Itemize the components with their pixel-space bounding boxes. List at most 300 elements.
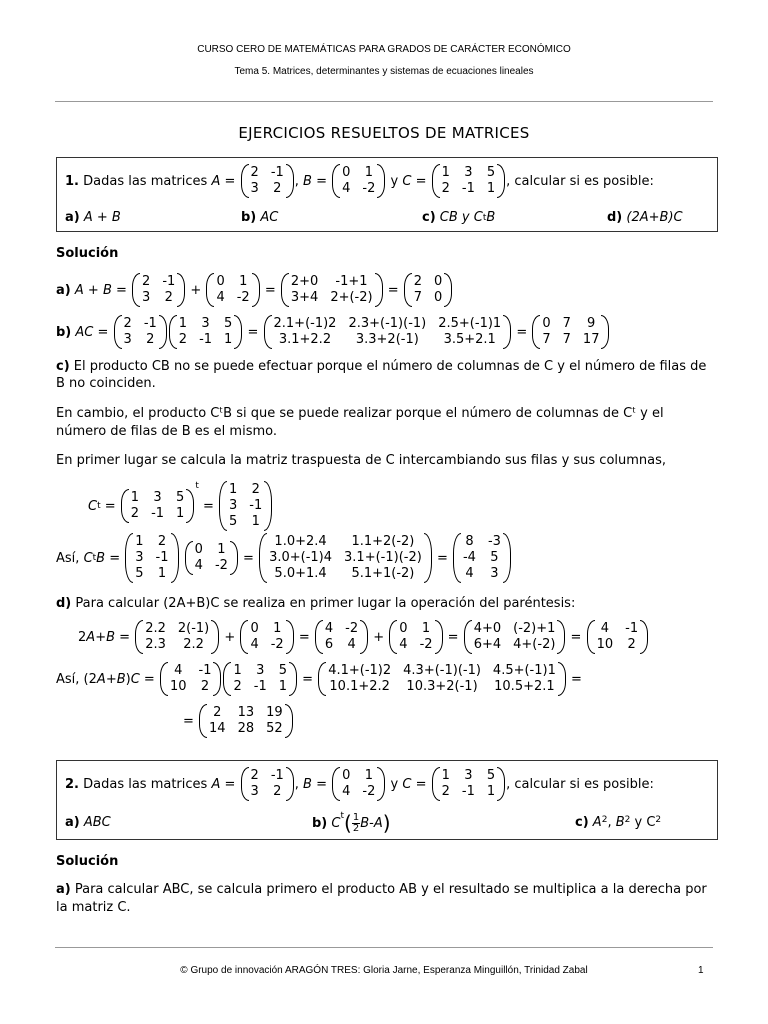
matrix-cell: 3 bbox=[123, 332, 132, 347]
matrix-grid bbox=[140, 273, 177, 307]
matrix-cell: 6 bbox=[324, 637, 334, 652]
matrix-cell: 4 bbox=[399, 637, 408, 652]
matrix-left-paren bbox=[404, 273, 412, 307]
matrix-grid bbox=[227, 481, 264, 531]
matrix-right-paren bbox=[558, 662, 566, 696]
page-title: EJERCICIOS RESUELTOS DE MATRICES bbox=[238, 124, 530, 142]
matrix bbox=[404, 273, 453, 307]
matrix-cell: 3.1+(-1)(-2) bbox=[344, 550, 422, 565]
matrix-cell: 0 bbox=[342, 165, 351, 180]
matrix-cell: -2 bbox=[345, 621, 359, 636]
matrix-cell: 4+(-2) bbox=[513, 637, 556, 652]
matrix bbox=[114, 315, 167, 349]
matrix-left-paren bbox=[206, 273, 214, 307]
matrix-cell: 8 bbox=[465, 534, 474, 549]
matrix-right-paren bbox=[557, 620, 565, 654]
matrix-grid bbox=[143, 620, 211, 654]
matrix bbox=[240, 620, 293, 654]
matrix-cell: 1.1+2(-2) bbox=[351, 534, 415, 549]
matrix-right-paren bbox=[159, 315, 167, 349]
matrix bbox=[464, 620, 566, 654]
matrix-cell: 0 bbox=[250, 621, 259, 636]
matrix-left-paren bbox=[432, 767, 440, 801]
matrix-grid bbox=[272, 315, 504, 349]
matrix-cell: 6+4 bbox=[473, 637, 502, 652]
matrix-cell: 0 bbox=[194, 542, 203, 557]
matrix-cell: 0 bbox=[399, 621, 408, 636]
solution-1-heading: Solución bbox=[56, 246, 119, 261]
ex1-part-d: d) (2A+B)C bbox=[607, 210, 683, 225]
matrix-cell: 1 bbox=[441, 768, 450, 783]
matrix-cell: 3 bbox=[256, 663, 265, 678]
matrix bbox=[121, 489, 195, 523]
matrix-cell: 1 bbox=[486, 784, 496, 799]
matrix bbox=[281, 273, 383, 307]
ex2-intro: Dadas las matrices bbox=[83, 776, 208, 792]
matrix-cell: 7 bbox=[542, 332, 551, 347]
matrix-left-paren bbox=[453, 533, 461, 583]
matrix-grid bbox=[461, 533, 503, 583]
matrix-cell: 4 bbox=[250, 637, 259, 652]
matrix bbox=[125, 533, 178, 583]
exercise-1-box: 1. Dadas las matrices A = 2 -1 3 2 , B = 0 1 4 -2 y C = 1 3 5 2 -1 1 , calcular si es posible: a) A + B b) AC c) CB y C t B d) (2A+B)C bbox=[56, 157, 718, 232]
matrix-cell: 5 bbox=[176, 490, 185, 505]
matrix bbox=[318, 662, 566, 696]
matrix-cell: 2.2 bbox=[183, 637, 204, 652]
matrix-cell: 5 bbox=[229, 514, 238, 529]
matrix-cell: 0 bbox=[434, 290, 443, 305]
ex1-matrix-a bbox=[241, 164, 294, 198]
matrix-cell: -1 bbox=[253, 679, 267, 694]
matrix-grid bbox=[326, 662, 558, 696]
matrix-cell: 14 bbox=[209, 721, 226, 736]
exercise-2-box: 2. Dadas las matrices A = 2 -1 3 2 , B = 0 1 4 -2 y C = 1 3 5 2 -1 1 , calcular si es posible: a) ABC b) C $^t$ ( 1 2 B - A ) c) A 2 , B 2 y C 2 bbox=[56, 760, 718, 840]
matrix bbox=[587, 620, 649, 654]
matrix-cell: 5.1+1(-2) bbox=[351, 566, 415, 581]
matrix-right-paren bbox=[177, 273, 185, 307]
matrix-cell: 3 bbox=[229, 498, 238, 513]
matrix-grid bbox=[440, 767, 498, 801]
matrix-grid bbox=[472, 620, 558, 654]
matrix-cell: 4 bbox=[342, 181, 351, 196]
sol1-part-b: b) AC = 2 -1 3 2 1 3 5 2 -1 1 = 2.1+(-1)2 2.3+(-1)(-1) 2.5+(-1)1 3.1+2.2 3.3+2(-1) 3.5+2.1 = 0 7 9 7 7 17 bbox=[56, 315, 610, 349]
matrix-cell: -1 bbox=[249, 498, 263, 513]
matrix bbox=[223, 662, 297, 696]
matrix-cell: 0 bbox=[434, 274, 443, 289]
ex2-matrix-b bbox=[332, 767, 385, 801]
matrix-right-paren bbox=[289, 662, 297, 696]
matrix-cell: 2 bbox=[123, 316, 132, 331]
matrix-cell: -1 bbox=[198, 663, 212, 678]
matrix-cell: 5 bbox=[486, 768, 496, 783]
matrix-grid bbox=[249, 164, 286, 198]
ex1-matrix-b bbox=[332, 164, 385, 198]
topic-header: Tema 5. Matrices, determinantes y sistemas de ecuaciones lineales bbox=[234, 66, 534, 77]
matrix-grid bbox=[122, 315, 159, 349]
sol1-c-line1: c) El producto CB no se puede efectuar porque el número de columnas de C y el número de filas de bbox=[56, 359, 707, 374]
matrix-cell: -1+1 bbox=[335, 274, 368, 289]
matrix-cell: 1.0+2.4 bbox=[274, 534, 327, 549]
matrix-cell: 2 bbox=[233, 679, 242, 694]
matrix-cell: -1 bbox=[199, 332, 213, 347]
matrix-right-paren bbox=[230, 541, 238, 575]
matrix-cell: 3.5+2.1 bbox=[443, 332, 496, 347]
matrix-cell: 10 bbox=[169, 679, 187, 694]
matrix-right-paren bbox=[503, 533, 511, 583]
matrix-cell: 3.1+2.2 bbox=[278, 332, 332, 347]
page-number: 1 bbox=[698, 965, 704, 976]
matrix-cell: 1 bbox=[441, 165, 450, 180]
matrix-cell: 1 bbox=[229, 482, 238, 497]
matrix-cell: 2 bbox=[130, 506, 140, 521]
matrix-grid bbox=[177, 315, 235, 349]
matrix-left-paren bbox=[114, 315, 122, 349]
matrix-grid bbox=[340, 164, 377, 198]
matrix-grid bbox=[248, 620, 285, 654]
matrix bbox=[199, 704, 293, 738]
matrix-cell: 3 bbox=[153, 490, 162, 505]
ex2-part-b: b) C $^t$ ( 1 2 B - A ) bbox=[312, 811, 391, 835]
matrix-cell: 4 bbox=[194, 558, 203, 573]
matrix-cell: 3 bbox=[142, 290, 151, 305]
matrix-cell: 10.1+2.2 bbox=[329, 679, 390, 694]
sol1-part-a: a) A + B = 2 -1 3 2 + 0 1 4 -2 = 2+0 -1+1 3+4 2+(-2) = 2 0 7 0 bbox=[56, 273, 453, 307]
matrix-cell: 2 bbox=[413, 274, 423, 289]
matrix-cell: 1 bbox=[486, 181, 496, 196]
matrix-cell: 5 bbox=[278, 663, 288, 678]
matrix-cell: 1 bbox=[176, 506, 185, 521]
matrix-cell: 2 bbox=[441, 181, 450, 196]
matrix-cell: -2 bbox=[419, 637, 433, 652]
matrix-cell: 3+4 bbox=[290, 290, 319, 305]
matrix-left-paren bbox=[464, 620, 472, 654]
matrix-cell: -1 bbox=[155, 550, 169, 565]
matrix-cell: 2.3+(-1)(-1) bbox=[348, 316, 427, 331]
ex2-part-c: c) A 2 , B 2 y C 2 bbox=[575, 815, 662, 830]
matrix-cell: 0 bbox=[216, 274, 225, 289]
matrix-left-paren bbox=[240, 620, 248, 654]
matrix-cell: 1 bbox=[130, 490, 140, 505]
matrix-grid bbox=[595, 620, 641, 654]
matrix-cell: 2 bbox=[178, 332, 188, 347]
matrix-cell: 2 bbox=[200, 679, 210, 694]
ex2-matrix-a bbox=[241, 767, 294, 801]
matrix-right-paren bbox=[286, 767, 294, 801]
matrix-cell: 9 bbox=[587, 316, 596, 331]
ex1-part-a: a) A + B bbox=[65, 210, 121, 225]
matrix-cell: (-2)+1 bbox=[513, 621, 556, 636]
matrix-cell: 2 bbox=[250, 165, 259, 180]
matrix-grid bbox=[133, 533, 170, 583]
matrix-cell: 1 bbox=[178, 316, 188, 331]
matrix-cell: 1 bbox=[157, 566, 167, 581]
ex1-matrix-c bbox=[432, 164, 506, 198]
sol1-c-line3: En cambio, el producto CᵗB si que se puede realizar porque el número de columnas de Cᵗ y el bbox=[56, 406, 664, 421]
matrix-cell: 3.0+(-1)4 bbox=[269, 550, 333, 565]
matrix-left-paren bbox=[389, 620, 397, 654]
matrix-cell: 4.5+(-1)1 bbox=[492, 663, 556, 678]
matrix-cell: 2 bbox=[157, 534, 167, 549]
matrix bbox=[315, 620, 368, 654]
matrix-cell: 1 bbox=[251, 514, 260, 529]
matrix-cell: 1 bbox=[364, 165, 374, 180]
matrix-cell: -1 bbox=[143, 316, 157, 331]
matrix-cell: -1 bbox=[461, 784, 475, 799]
matrix-grid bbox=[440, 164, 498, 198]
matrix-cell: -2 bbox=[236, 290, 250, 305]
matrix bbox=[185, 541, 238, 575]
matrix-left-paren bbox=[587, 620, 595, 654]
matrix-right-paren bbox=[286, 164, 294, 198]
matrix-cell: 5 bbox=[490, 550, 499, 565]
matrix-left-paren bbox=[121, 489, 129, 523]
matrix-cell: 1 bbox=[217, 542, 226, 557]
matrix-left-paren bbox=[318, 662, 326, 696]
matrix-grid bbox=[193, 541, 230, 575]
matrix-cell: 5 bbox=[486, 165, 496, 180]
matrix-cell: 2 bbox=[213, 705, 222, 720]
matrix-cell: 1 bbox=[364, 768, 374, 783]
matrix-right-paren bbox=[424, 533, 432, 583]
ex2-number: 2. bbox=[65, 776, 79, 792]
matrix-left-paren bbox=[160, 662, 168, 696]
matrix-cell: 7 bbox=[562, 332, 571, 347]
matrix-cell: 2 bbox=[273, 181, 282, 196]
matrix-cell: 2.1+(-1)2 bbox=[273, 316, 337, 331]
matrix-cell: 17 bbox=[582, 332, 600, 347]
matrix-cell: 3 bbox=[250, 181, 259, 196]
footer-credit: © Grupo de innovación ARAGÓN TRES: Gloria Jarne, Esperanza Minguillón, Trinidad Zabal bbox=[180, 965, 588, 976]
matrix-left-paren bbox=[199, 704, 207, 738]
matrix-left-paren bbox=[185, 541, 193, 575]
matrix-cell: 2+0 bbox=[290, 274, 319, 289]
matrix-cell: 7 bbox=[562, 316, 571, 331]
matrix-left-paren bbox=[332, 164, 340, 198]
matrix-right-paren bbox=[211, 620, 219, 654]
matrix bbox=[169, 315, 243, 349]
matrix-right-paren bbox=[360, 620, 368, 654]
matrix-grid bbox=[289, 273, 375, 307]
sol1-d-step1: 2 A + B = 2.2 2(-1) 2.3 2.2 + 0 1 4 -2 = 4 -2 6 4 + 0 1 4 -2 = 4+0 (-2)+1 6+4 4+(-2) = 4 -1 10 2 bbox=[78, 620, 649, 654]
matrix-right-paren bbox=[497, 767, 505, 801]
matrix-cell: 2(-1) bbox=[177, 621, 210, 636]
matrix-cell: -2 bbox=[214, 558, 228, 573]
sol2-a-line2: la matriz C. bbox=[56, 900, 131, 915]
matrix-cell: 2 bbox=[273, 784, 282, 799]
matrix-cell: 3.3+2(-1) bbox=[355, 332, 419, 347]
sol1-d-step2: Así, (2 A + B ) C = 4 -1 10 2 1 3 5 2 -1 1 = 4.1+(-1)2 4.3+(-1)(-1) 4.5+(-1)1 10.1+2.2 10.3+2(-1) 10.5+2.1 = bbox=[56, 663, 582, 694]
matrix-cell: -3 bbox=[487, 534, 501, 549]
matrix bbox=[135, 620, 219, 654]
matrix-cell: -1 bbox=[270, 768, 284, 783]
matrix-left-paren bbox=[315, 620, 323, 654]
matrix-right-paren bbox=[435, 620, 443, 654]
ex2-part-a: a) ABC bbox=[65, 815, 111, 830]
matrix bbox=[206, 273, 259, 307]
ex1-intro: Dadas las matrices bbox=[83, 173, 208, 189]
matrix-cell: 3 bbox=[464, 165, 473, 180]
matrix-right-paren bbox=[186, 489, 194, 523]
matrix-left-paren bbox=[223, 662, 231, 696]
matrix-cell: 19 bbox=[266, 705, 283, 720]
ex1-part-b: b) AC bbox=[241, 210, 279, 225]
matrix-grid bbox=[129, 489, 187, 523]
matrix-cell: 2+(-2) bbox=[330, 290, 373, 305]
matrix-cell: 3 bbox=[201, 316, 210, 331]
ex1-number: 1. bbox=[65, 173, 79, 189]
matrix-cell: 1 bbox=[224, 332, 233, 347]
sol1-transpose: C t = 1 3 5 2 -1 1 $^t$ = 1 2 3 -1 5 1 bbox=[88, 481, 273, 531]
matrix-cell: 4 bbox=[324, 621, 334, 636]
matrix-cell: 2 bbox=[146, 332, 155, 347]
matrix-grid bbox=[267, 533, 424, 583]
matrix-grid bbox=[397, 620, 434, 654]
matrix bbox=[453, 533, 511, 583]
matrix bbox=[259, 533, 432, 583]
ex1-tail: calcular si es posible: bbox=[514, 173, 654, 189]
course-header: CURSO CERO DE MATEMÁTICAS PARA GRADOS DE CARÁCTER ECONÓMICO bbox=[197, 44, 571, 55]
matrix-cell: 3 bbox=[135, 550, 144, 565]
matrix-cell: -1 bbox=[461, 181, 475, 196]
matrix-left-paren bbox=[219, 481, 227, 531]
matrix-right-paren bbox=[377, 767, 385, 801]
sol1-ctb: Así, C t B = 1 2 3 -1 5 1 0 1 4 -2 = 1.0+2.4 1.1+2(-2) 3.0+(-1)4 3.1+(-1)(-2) 5.0+1.4 5.1+1(-2) = 8 -3 -4 5 4 3 bbox=[56, 533, 512, 583]
matrix-right-paren bbox=[252, 273, 260, 307]
sol1-c-line4: número de filas de B es el mismo. bbox=[56, 424, 277, 439]
matrix-cell: -1 bbox=[270, 165, 284, 180]
matrix-cell: 4 bbox=[347, 637, 356, 652]
matrix-grid bbox=[231, 662, 289, 696]
matrix-grid bbox=[249, 767, 286, 801]
matrix-left-paren bbox=[241, 767, 249, 801]
matrix-cell: 1 bbox=[273, 621, 282, 636]
matrix-left-paren bbox=[135, 620, 143, 654]
matrix-cell: 0 bbox=[542, 316, 551, 331]
matrix-left-paren bbox=[125, 533, 133, 583]
matrix-cell: -1 bbox=[625, 621, 639, 636]
matrix-cell: -2 bbox=[362, 181, 376, 196]
matrix-cell: 3 bbox=[250, 784, 259, 799]
matrix bbox=[532, 315, 609, 349]
matrix-cell: -2 bbox=[270, 637, 284, 652]
matrix-cell: 10.5+2.1 bbox=[494, 679, 555, 694]
matrix bbox=[389, 620, 442, 654]
matrix-cell: 2.5+(-1)1 bbox=[438, 316, 502, 331]
matrix-cell: 5 bbox=[224, 316, 233, 331]
matrix-right-paren bbox=[497, 164, 505, 198]
sol1-d-text: d) Para calcular (2A+B)C se realiza en primer lugar la operación del paréntesis: bbox=[56, 596, 576, 611]
matrix-cell: 4 bbox=[342, 784, 351, 799]
matrix-grid bbox=[340, 767, 377, 801]
matrix-cell: 2 bbox=[250, 768, 259, 783]
matrix-right-paren bbox=[286, 620, 294, 654]
matrix-grid bbox=[323, 620, 360, 654]
footer-rule bbox=[55, 947, 713, 948]
matrix-cell: 5 bbox=[135, 566, 144, 581]
matrix-right-paren bbox=[171, 533, 179, 583]
matrix-cell: 1 bbox=[421, 621, 431, 636]
matrix-cell: 4.1+(-1)2 bbox=[328, 663, 392, 678]
matrix-grid bbox=[168, 662, 214, 696]
matrix-cell: 1 bbox=[239, 274, 248, 289]
matrix-cell: 10 bbox=[596, 637, 614, 652]
matrix-left-paren bbox=[259, 533, 267, 583]
matrix-right-paren bbox=[377, 164, 385, 198]
matrix-right-paren bbox=[444, 273, 452, 307]
matrix-cell: 10.3+2(-1) bbox=[406, 679, 478, 694]
matrix-left-paren bbox=[241, 164, 249, 198]
matrix-cell: 4.3+(-1)(-1) bbox=[403, 663, 481, 678]
matrix-grid bbox=[540, 315, 601, 349]
matrix-cell: 52 bbox=[266, 721, 283, 736]
matrix-left-paren bbox=[169, 315, 177, 349]
matrix-left-paren bbox=[132, 273, 140, 307]
matrix-right-paren bbox=[234, 315, 242, 349]
matrix-grid bbox=[214, 273, 251, 307]
matrix-cell: -2 bbox=[362, 784, 376, 799]
matrix-cell: 1 bbox=[278, 679, 288, 694]
matrix-grid bbox=[412, 273, 445, 307]
matrix-cell: 1 bbox=[135, 534, 144, 549]
matrix-cell: 3 bbox=[490, 566, 499, 581]
matrix-left-paren bbox=[264, 315, 272, 349]
matrix-cell: 7 bbox=[413, 290, 423, 305]
matrix bbox=[264, 315, 512, 349]
matrix-cell: 2 bbox=[441, 784, 450, 799]
matrix-cell: 2.2 bbox=[145, 621, 166, 636]
matrix-cell: 1 bbox=[233, 663, 242, 678]
header-rule bbox=[55, 101, 713, 102]
matrix-cell: 4 bbox=[465, 566, 474, 581]
sol1-c-line2: B no coinciden. bbox=[56, 376, 156, 391]
matrix-left-paren bbox=[532, 315, 540, 349]
matrix-grid bbox=[207, 704, 285, 738]
ex1-part-c: c) CB y C t B bbox=[422, 210, 496, 225]
matrix-cell: 4 bbox=[216, 290, 225, 305]
matrix-right-paren bbox=[601, 315, 609, 349]
matrix-right-paren bbox=[503, 315, 511, 349]
matrix-cell: 2 bbox=[251, 482, 260, 497]
matrix-cell: 2 bbox=[627, 637, 636, 652]
matrix bbox=[160, 662, 222, 696]
matrix-left-paren bbox=[332, 767, 340, 801]
matrix-cell: 2.3 bbox=[145, 637, 166, 652]
matrix-right-paren bbox=[375, 273, 383, 307]
matrix-cell: 13 bbox=[237, 705, 255, 720]
matrix-cell: 4+0 bbox=[473, 621, 502, 636]
matrix-right-paren bbox=[264, 481, 272, 531]
matrix bbox=[132, 273, 185, 307]
matrix-left-paren bbox=[281, 273, 289, 307]
sol1-c-line5: En primer lugar se calcula la matriz traspuesta de C intercambiando sus filas y sus columnas, bbox=[56, 453, 667, 468]
matrix-right-paren bbox=[213, 662, 221, 696]
matrix-cell: 28 bbox=[237, 721, 255, 736]
matrix-left-paren bbox=[432, 164, 440, 198]
matrix-cell: 2 bbox=[142, 274, 151, 289]
matrix-cell: 3 bbox=[464, 768, 473, 783]
ex2-tail: calcular si es posible: bbox=[514, 776, 654, 792]
matrix bbox=[219, 481, 272, 531]
sol2-a-line1: a) Para calcular ABC, se calcula primero el producto AB y el resultado se multiplica a la derecha por bbox=[56, 882, 707, 897]
matrix-cell: 2 bbox=[164, 290, 173, 305]
matrix-cell: -1 bbox=[162, 274, 176, 289]
sol1-d-result: = 2 13 19 14 28 52 bbox=[183, 704, 294, 738]
matrix-right-paren bbox=[640, 620, 648, 654]
matrix-cell: 4 bbox=[600, 621, 609, 636]
ex2-matrix-c bbox=[432, 767, 506, 801]
matrix-cell: -4 bbox=[462, 550, 476, 565]
matrix-right-paren bbox=[285, 704, 293, 738]
